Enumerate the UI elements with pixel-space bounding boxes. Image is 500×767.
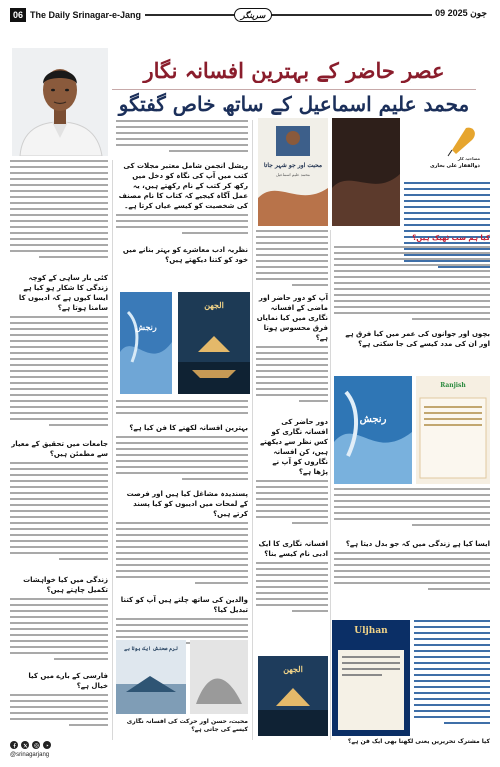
page-number: 06 <box>10 8 26 22</box>
center-column <box>256 230 328 410</box>
question-heading: جامعات میں تحقیق کے معیار سے مطمئن ہیں؟ <box>11 440 108 458</box>
question-heading: والدین کی ساتھ چلتے ہیں آپ کو کتنا تبدیل کیا؟ <box>120 596 248 614</box>
question-heading: نظریہ ادب معاشرے کو بہتر بنانے میں خود کو کتنا دیکھتے ہیں؟ <box>122 246 248 264</box>
book-cover-ranjish-back: Ranjish <box>416 376 490 484</box>
book-cover-uljhan-bottom: الجھن <box>258 656 328 736</box>
question-heading: بچوں اور جوانوں کی عمر میں کیا فرق ہے اور ان کی مدد کیسے کی جا سکتی ہے؟ <box>345 330 490 348</box>
center-lower-column <box>256 536 328 656</box>
left-column <box>10 160 108 740</box>
column-rule <box>252 120 253 740</box>
twitter-icon[interactable] <box>21 741 29 749</box>
book-cover-author: محبت اور جو شہر جاتا محمد علیم اسماعیل <box>258 118 328 226</box>
book-cover-ranjish-large: رنجش <box>334 376 412 484</box>
book-cover-dark <box>332 118 400 226</box>
right-bottom-column <box>414 620 490 736</box>
center-left-column <box>116 158 248 268</box>
question-heading: کئی بار ساہی کے کوچہ زندگی کا شکار ہو کیا ہے ایسا کیوں ہے کہ ادیبوں کا سامنا ہوتا ہے؟ <box>18 274 108 312</box>
book-cover-uljhan-english: Uljhan <box>332 620 410 736</box>
instagram-icon[interactable] <box>32 741 40 749</box>
facebook-icon[interactable] <box>10 741 18 749</box>
question-heading: دور حاضر کی افسانہ نگاری کو کس نظر سے دیکھتے ہیں، کن افسانہ نگاروں کو آپ نے پڑھا ہے؟ <box>260 418 328 476</box>
article-text <box>10 160 108 270</box>
book-cover-lower-left-2 <box>190 640 248 714</box>
article-text <box>116 214 248 242</box>
question-heading: کیا مشترک تحریریں یعنی لکھنا بھی ایک فن ہے؟ <box>347 738 490 745</box>
book-cover-lower-left: لرم صحنش ایک ہوتا ہے <box>116 640 186 714</box>
question-heading: کیا ہم سب ٹھیک ہیں؟ <box>412 234 490 242</box>
column-rule <box>330 230 331 740</box>
masthead <box>10 6 490 24</box>
question-heading: محبت، حسن اور حرکت کی افسانہ نگاری کیسے کی جاتی ہے؟ <box>126 718 248 733</box>
article-text <box>10 316 108 436</box>
youtube-icon[interactable] <box>43 741 51 749</box>
question-heading: ریشل انجمن شامل معتبر مجلات کی کتب میں آپ کی نگاہ کو دخل میں رکھ کر کتب کے نام رکھتے ہیں، یہ عمل آگاہ کیجیے کہ کتاب کا نام مصنف کی شخصیت کو کیسے عیاں کرتا ہے۔ <box>118 162 248 210</box>
center-bottom-question <box>116 718 248 740</box>
author-portrait <box>12 48 108 156</box>
right-column-upper <box>334 230 490 370</box>
article-text <box>10 598 108 668</box>
question-heading: زندگی میں کیا خواہشات تکمیل چاہتے ہیں؟ <box>23 576 108 594</box>
question-heading: ایسا کیا ہے زندگی میں کہ جو بدل دیتا ہے؟ <box>345 540 490 548</box>
author-label: مصاحبہ کار <box>457 156 480 161</box>
social-handle[interactable]: @srinagarjang <box>10 752 50 758</box>
headline-rule <box>112 89 476 90</box>
headline-line-1: عصرِ حاضر کے بہترین افسانہ نگار <box>143 58 445 83</box>
author-card <box>400 120 484 180</box>
center-mid-column <box>256 414 328 534</box>
question-heading: بہترین افسانہ لکھنے کا فن کیا ہے؟ <box>129 424 248 432</box>
newspaper-logo: ﺳﺮﯾﻨﮕﺮ <box>234 8 272 22</box>
question-heading: آپ کو دور حاضر اور ماضی کے افسانہ نگاری میں کیا نمایاں فرق محسوس ہوتا ہے؟ <box>256 294 328 342</box>
column-rule <box>112 160 113 740</box>
issue-date: 09 جون 2025 <box>432 8 490 19</box>
right-column-lower <box>334 488 490 618</box>
paper-name: The Daily Srinagar-e-Jang <box>26 10 145 20</box>
book-cover-ranjish: رنجش <box>120 292 172 394</box>
closing-question <box>334 738 490 762</box>
intro-text <box>116 120 248 156</box>
author-name: ذوالفقار علی بخاری <box>429 163 480 169</box>
question-heading: فارسی کے بارے میں کیا خیال ہے؟ <box>28 672 108 690</box>
headline-line-2: محمد علیم اسماعیل کے ساتھ خاص گفتگو <box>118 92 470 116</box>
book-cover-uljhan: الجھن <box>178 292 250 394</box>
article-text <box>10 462 108 572</box>
question-heading: پسندیدہ مشاغل کیا ہیں اور فرصت کے لمحات میں ادیبوں کو کیا پسند کرتے ہیں؟ <box>126 490 248 518</box>
question-heading: افسانہ نگاری کا ایک ادبی نام کیسے بنا؟ <box>258 540 328 558</box>
social-icons <box>10 741 51 749</box>
article-text <box>10 694 108 734</box>
quill-icon <box>400 120 484 180</box>
